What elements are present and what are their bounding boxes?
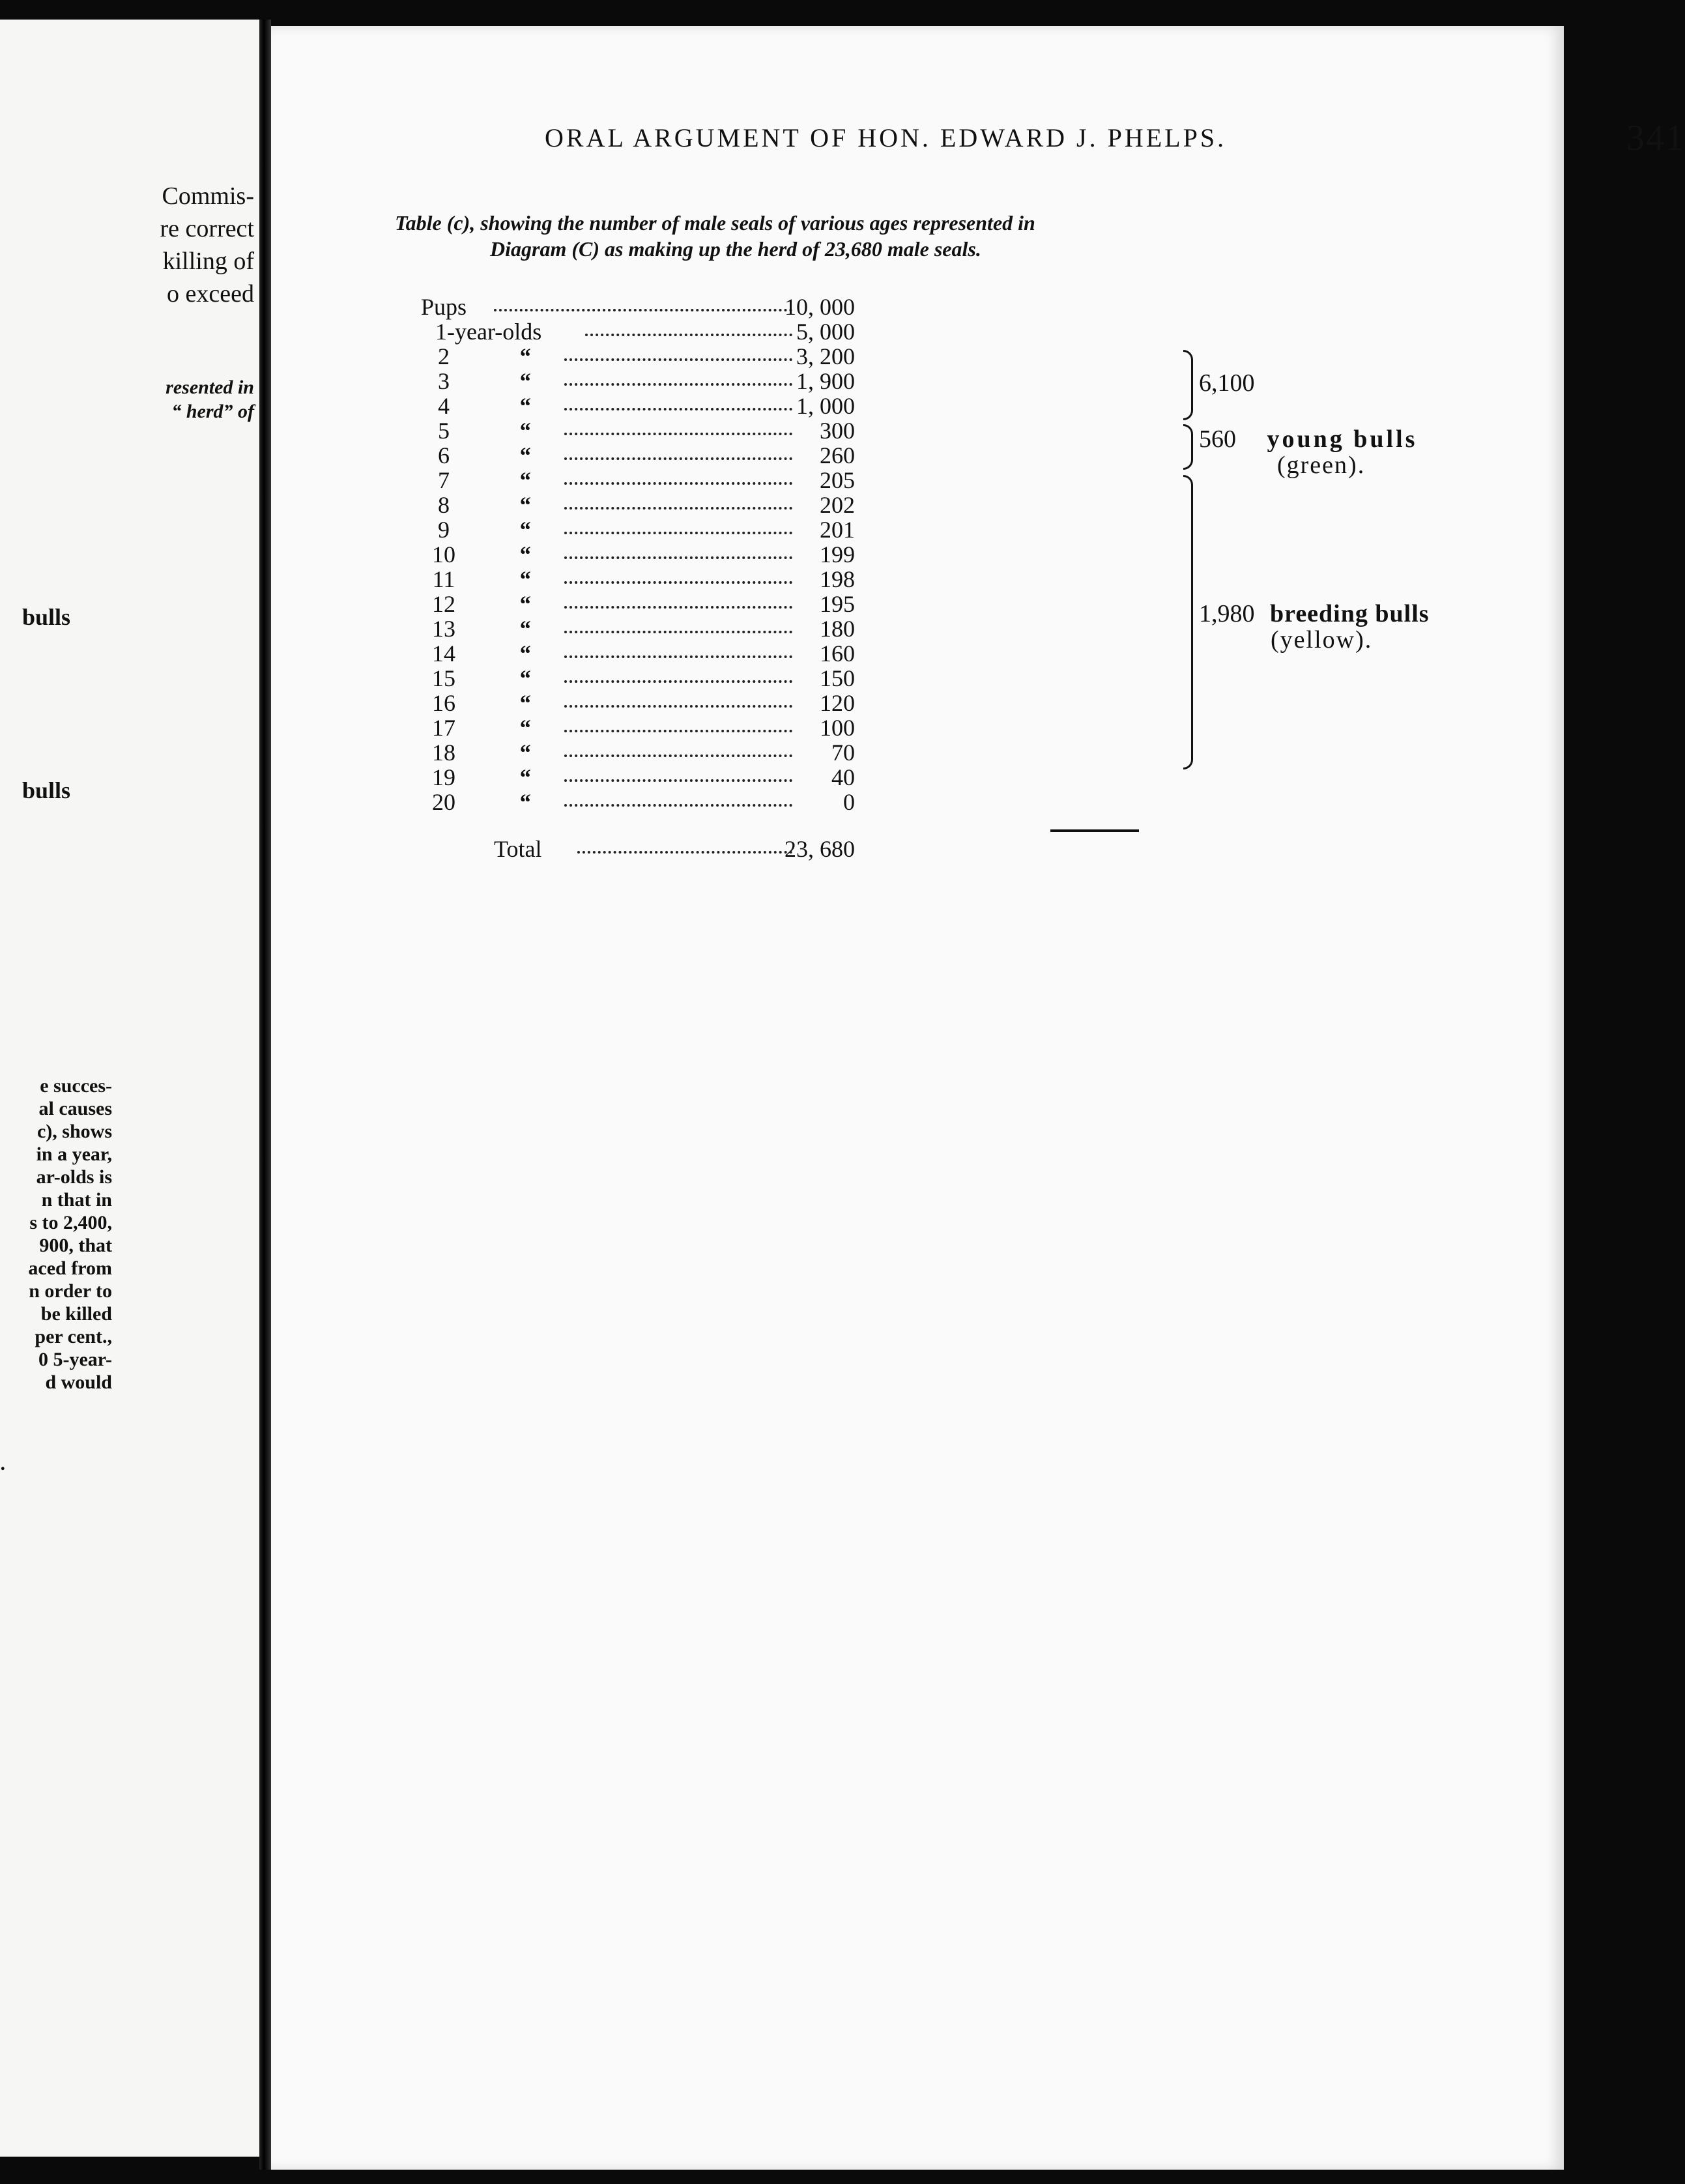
left-text-line: d would <box>45 1372 112 1393</box>
breeding-bulls-color: (yellow). <box>1271 626 1373 654</box>
table-row <box>421 295 1333 319</box>
total-row <box>421 837 1333 861</box>
table-row <box>421 790 1333 814</box>
age-cell: 20 <box>432 789 455 815</box>
page-gutter <box>259 20 271 2170</box>
table-row <box>421 319 1333 344</box>
young-bulls-label: young bulls <box>1267 425 1418 453</box>
table-row <box>421 493 1333 517</box>
age-cell: 8 <box>438 492 450 518</box>
age-cell: 10 <box>432 541 455 568</box>
young-bulls-sum: 560 <box>1199 425 1236 453</box>
count-cell: 1, 900 <box>796 368 855 394</box>
left-caption-line: “ herd” of <box>171 401 254 422</box>
table-row <box>421 740 1333 765</box>
breeding-bulls-group <box>1199 601 1430 653</box>
table-row <box>421 691 1333 715</box>
count-cell: 1, 000 <box>796 393 855 419</box>
count-cell: 199 <box>820 541 855 568</box>
left-text-line: n that in <box>41 1189 112 1211</box>
brace-young-bulls <box>1183 424 1193 470</box>
ditto-mark: “ <box>519 393 530 419</box>
ditto-mark: “ <box>519 442 530 468</box>
count-cell: 260 <box>820 442 855 468</box>
brace-ages-2-4 <box>1183 350 1193 420</box>
count-cell: 10, 000 <box>785 294 855 320</box>
count-cell: 195 <box>820 591 855 617</box>
age-cell: Pups <box>421 294 467 320</box>
ditto-mark: “ <box>519 541 530 568</box>
table-row <box>421 517 1333 542</box>
ditto-mark: “ <box>519 764 530 790</box>
age-cell: 2 <box>438 343 450 369</box>
ditto-mark: “ <box>519 690 530 716</box>
left-text-line: killing of <box>162 248 254 275</box>
left-caption-line: resented in <box>166 377 254 398</box>
table-row <box>421 468 1333 493</box>
breeding-bulls-label: breeding bulls <box>1270 600 1430 627</box>
left-text-line: re correct <box>160 215 254 242</box>
young-bulls-group <box>1199 426 1417 478</box>
left-text-line: be killed <box>40 1303 112 1325</box>
total-label: Total <box>494 836 542 862</box>
age-cell: 7 <box>438 467 450 493</box>
count-cell: 70 <box>831 740 855 766</box>
ditto-mark: “ <box>519 566 530 592</box>
ditto-mark: “ <box>519 715 530 741</box>
ditto-mark: “ <box>519 368 530 394</box>
ditto-mark: “ <box>519 789 530 815</box>
ditto-mark: “ <box>519 616 530 642</box>
ditto-mark: “ <box>519 418 530 444</box>
table-row <box>421 368 1333 397</box>
age-cell: 15 <box>432 665 455 691</box>
left-bold-label: bulls <box>22 604 70 630</box>
total-rule <box>1050 829 1139 832</box>
left-text-line: in a year, <box>36 1143 112 1165</box>
left-text-line: s to 2,400, <box>29 1212 112 1233</box>
count-cell: 5, 000 <box>796 319 855 345</box>
age-cell: 14 <box>432 640 455 667</box>
count-cell: 100 <box>820 715 855 741</box>
ditto-mark: “ <box>519 343 530 369</box>
left-text-line: al causes <box>38 1098 112 1119</box>
table-row <box>421 592 1333 616</box>
left-text-line: n order to <box>29 1280 112 1302</box>
table-row <box>421 715 1333 740</box>
count-cell: 202 <box>820 492 855 518</box>
table-row <box>421 394 1333 418</box>
left-text-line: o exceed <box>167 280 254 308</box>
ditto-mark: “ <box>519 740 530 766</box>
age-cell: 11 <box>432 566 455 592</box>
age-cell: 1-year-olds <box>435 319 542 345</box>
left-text-line: 0 5-year- <box>38 1349 112 1370</box>
group-sum-ages-2-4: 6,100 <box>1199 369 1255 397</box>
age-cell: 6 <box>438 442 450 468</box>
age-cell: 17 <box>432 715 455 741</box>
left-text-line: aced from <box>28 1257 112 1279</box>
ditto-mark: “ <box>519 665 530 691</box>
table-row <box>421 641 1333 666</box>
left-text-line: Commis- <box>162 182 254 210</box>
table-row <box>421 567 1333 592</box>
table-row <box>421 418 1333 443</box>
young-bulls-color: (green). <box>1277 452 1366 479</box>
left-text-line: . <box>0 1453 5 1474</box>
table-row <box>421 616 1333 641</box>
count-cell: 205 <box>820 467 855 493</box>
count-cell: 3, 200 <box>796 343 855 369</box>
age-cell: 9 <box>438 517 450 543</box>
ditto-mark: “ <box>519 640 530 667</box>
left-text-line: e succes- <box>40 1075 112 1097</box>
age-cell: 13 <box>432 616 455 642</box>
caption-line-2: Diagram (C) as making up the herd of 23,680 male seals. <box>490 237 981 261</box>
count-cell: 160 <box>820 640 855 667</box>
count-cell: 198 <box>820 566 855 592</box>
age-cell: 19 <box>432 764 455 790</box>
count-cell: 120 <box>820 690 855 716</box>
table-row <box>421 765 1333 790</box>
age-cell: 4 <box>438 393 450 419</box>
ditto-mark: “ <box>519 492 530 518</box>
brace-breeding-bulls <box>1183 475 1193 769</box>
count-cell: 300 <box>820 418 855 444</box>
left-facing-page <box>0 20 259 2157</box>
age-cell: 3 <box>438 368 450 394</box>
table-row <box>421 443 1333 468</box>
breeding-bulls-sum: 1,980 <box>1199 600 1255 627</box>
left-text-line: c), shows <box>36 1121 112 1142</box>
left-text-line: ar-olds is <box>36 1166 112 1188</box>
ditto-mark: “ <box>519 467 530 493</box>
count-cell: 150 <box>820 665 855 691</box>
total-value: 23, 680 <box>785 836 855 862</box>
count-cell: 201 <box>820 517 855 543</box>
left-text-line: 900, that <box>39 1235 112 1256</box>
left-bold-label: bulls <box>22 777 70 803</box>
left-text-line: per cent., <box>35 1326 112 1347</box>
ditto-mark: “ <box>519 591 530 617</box>
age-cell: 16 <box>432 690 455 716</box>
page-number: 341 <box>1626 118 1685 158</box>
running-title: ORAL ARGUMENT OF HON. EDWARD J. PHELPS. <box>545 123 1227 152</box>
table-row <box>421 542 1333 567</box>
table-row <box>421 344 1333 369</box>
count-cell: 40 <box>831 764 855 790</box>
age-cell: 5 <box>438 418 450 444</box>
age-cell: 18 <box>432 740 455 766</box>
ditto-mark: “ <box>519 517 530 543</box>
caption-line-1: Table (c), showing the number of male seals of various ages represented in <box>395 211 1035 235</box>
count-cell: 0 <box>843 789 855 815</box>
table-row <box>421 666 1333 691</box>
right-page <box>271 26 1685 2170</box>
age-cell: 12 <box>432 591 455 617</box>
table-caption <box>395 210 1529 262</box>
count-cell: 180 <box>820 616 855 642</box>
